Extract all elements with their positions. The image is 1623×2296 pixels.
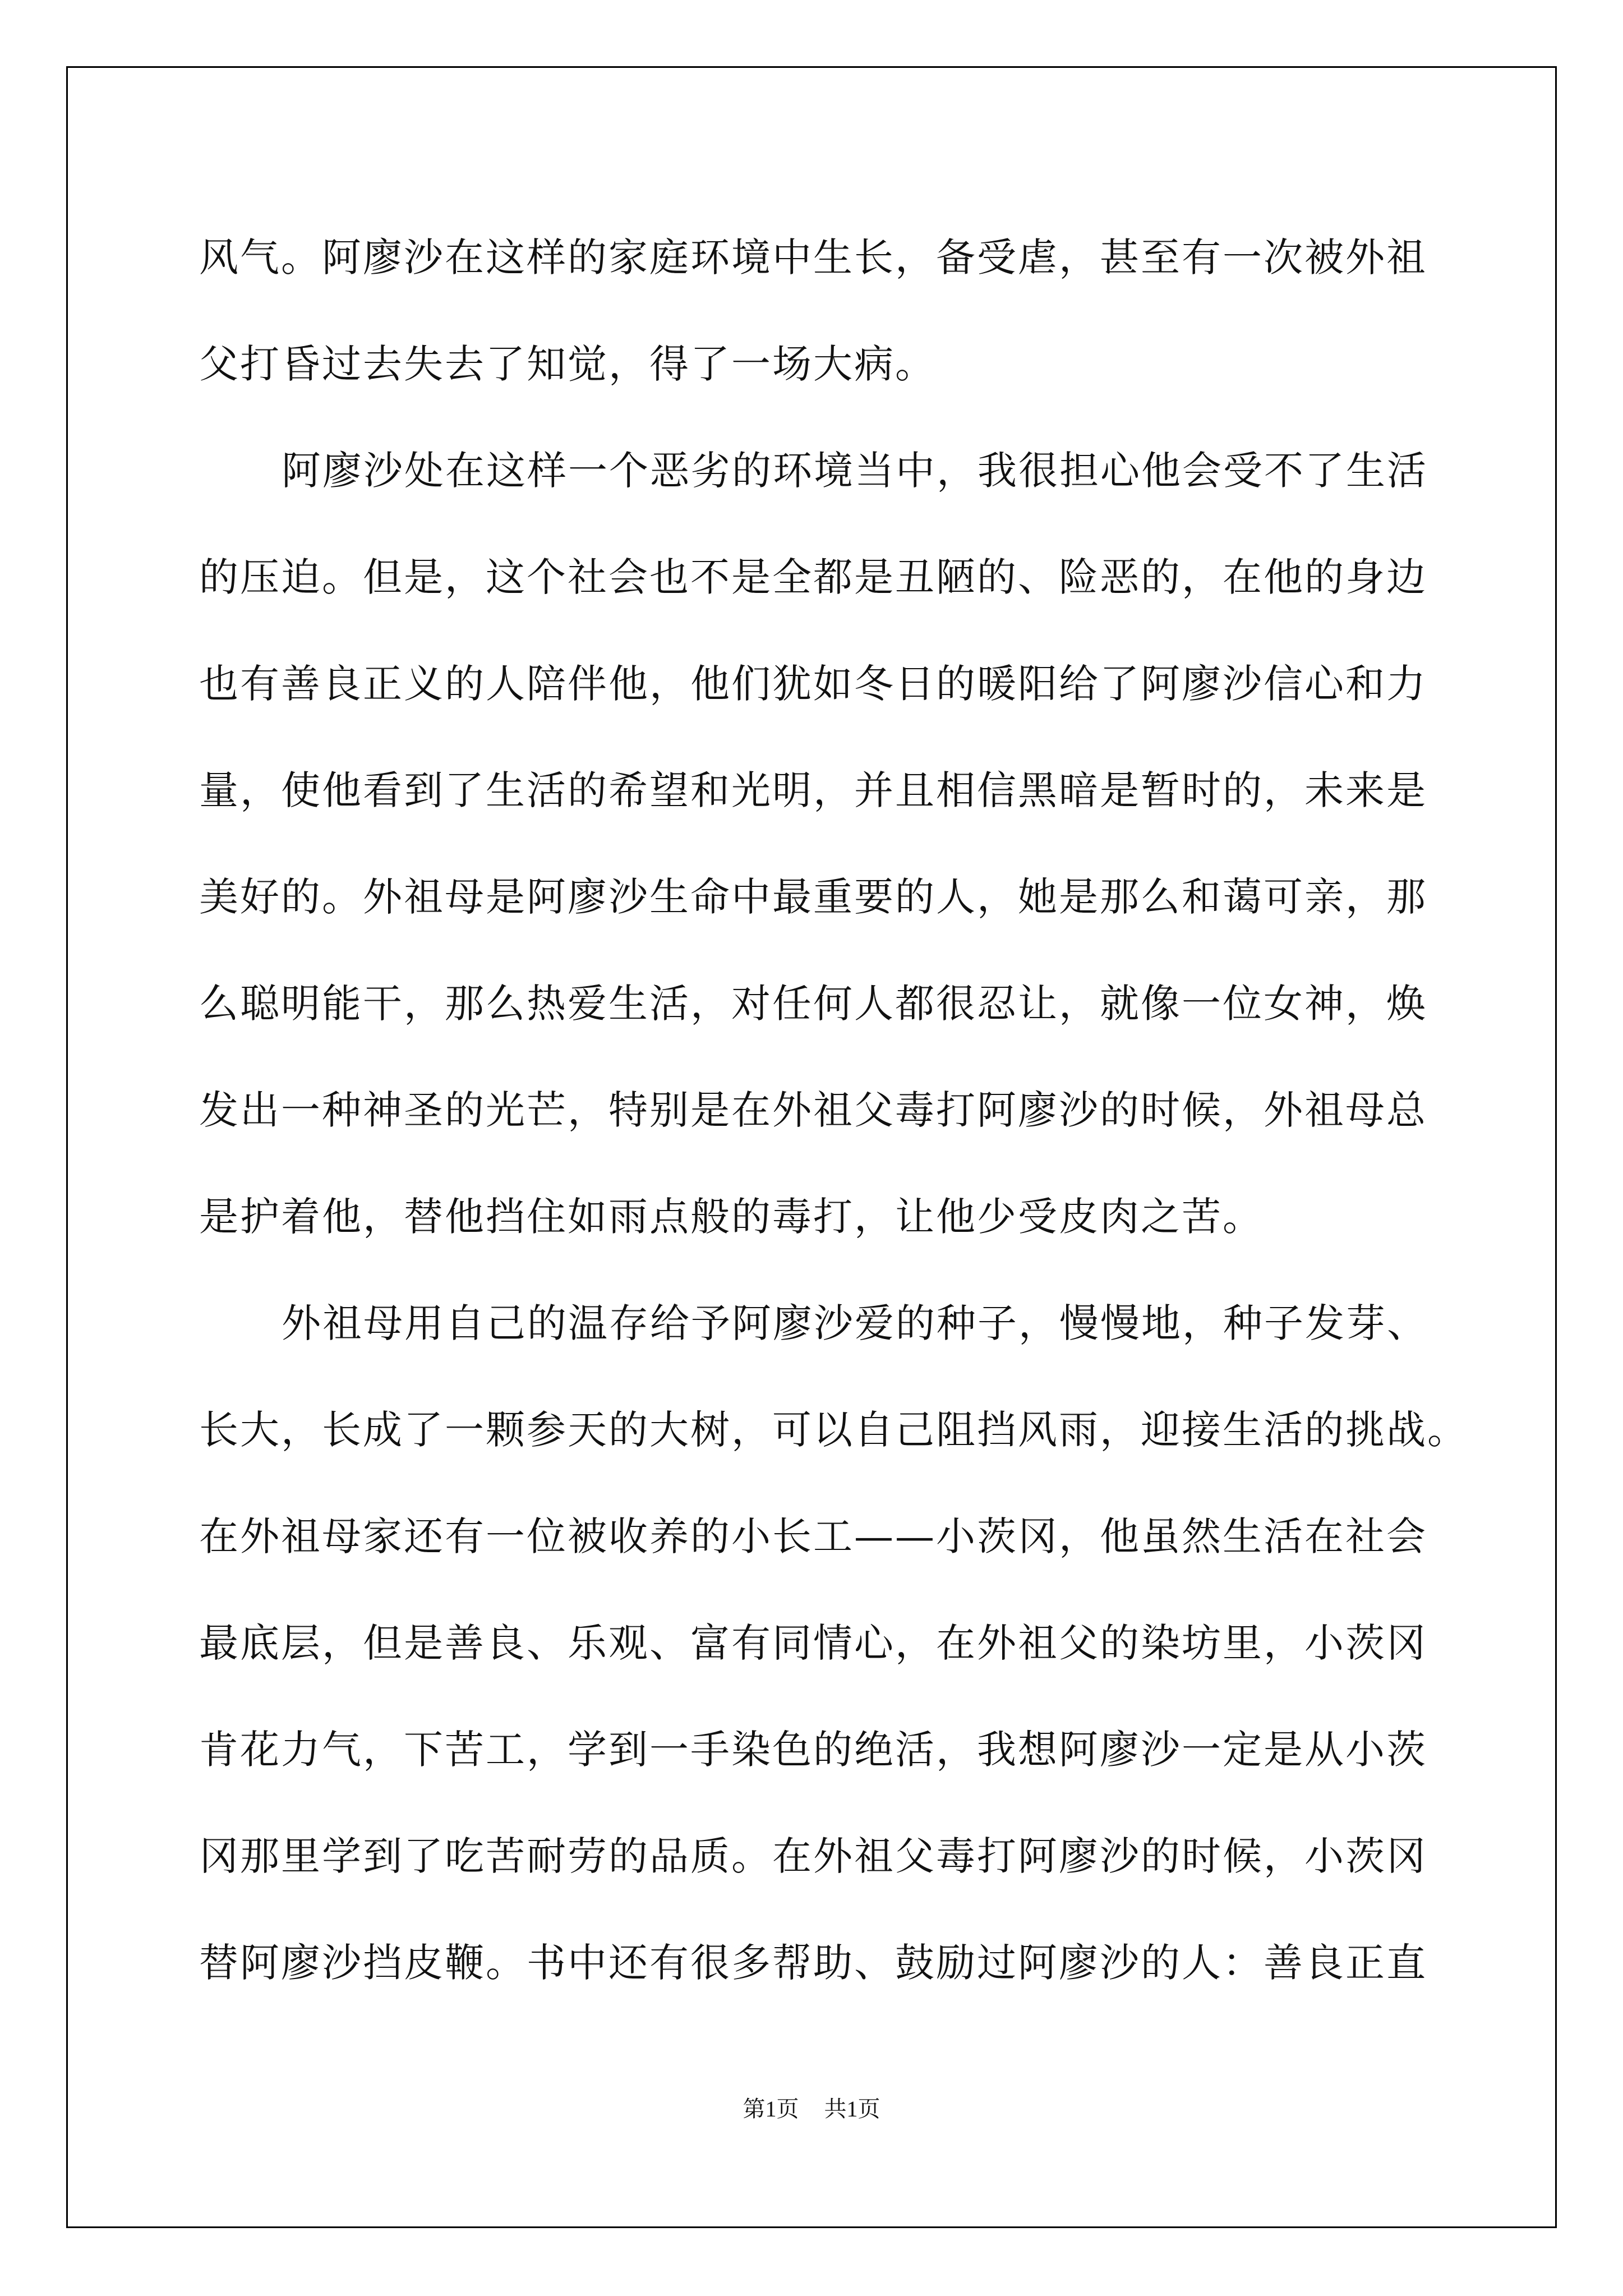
text-line: 美好的。外祖母是阿廖沙生命中最重要的人，她是那么和蔼可亲，那 [199,874,1427,920]
text-line: 冈那里学到了吃苦耐劳的品质。在外祖父毒打阿廖沙的时候，小茨冈 [199,1833,1427,1879]
page-number-current: 第1页 [743,2096,799,2122]
text-line: 长大，长成了一颗参天的大树，可以自己阻挡风雨，迎接生活的挑战。 [199,1407,1468,1453]
text-line: 风气。阿廖沙在这样的家庭环境中生长，备受虐，甚至有一次被外祖 [199,234,1427,280]
text-line: 肯花力气，下苦工，学到一手染色的绝活，我想阿廖沙一定是从小茨 [199,1727,1427,1773]
text-line: 量，使他看到了生活的希望和光明，并且相信黑暗是暂时的，未来是 [199,767,1427,813]
text-line: 替阿廖沙挡皮鞭。书中还有很多帮助、鼓励过阿廖沙的人：善良正直 [199,1940,1427,1986]
text-line: 么聪明能干，那么热爱生活，对任何人都很忍让，就像一位女神，焕 [199,981,1427,1027]
page-number-total: 共1页 [824,2096,880,2122]
document-body [199,204,1468,2016]
page-footer [0,2091,1623,2123]
text-line: 父打昏过去失去了知觉，得了一场大病。 [199,341,936,387]
text-line: 阿廖沙处在这样一个恶劣的环境当中，我很担心他会受不了生活 [282,448,1428,494]
text-line: 是护着他，替他挡住如雨点般的毒打，让他少受皮肉之苦。 [199,1194,1264,1240]
text-line: 也有善良正义的人陪伴他，他们犹如冬日的暖阳给了阿廖沙信心和力 [199,661,1427,707]
text-line: 外祖母用自己的温存给予阿廖沙爱的种子，慢慢地，种子发芽、 [282,1300,1428,1346]
text-line: 的压迫。但是，这个社会也不是全都是丑陋的、险恶的，在他的身边 [199,554,1427,600]
text-line: 在外祖母家还有一位被收养的小长工——小茨冈，他虽然生活在社会 [199,1513,1427,1559]
text-line: 最底层，但是善良、乐观、富有同情心，在外祖父的染坊里，小茨冈 [199,1620,1427,1666]
text-line: 发出一种神圣的光芒，特别是在外祖父毒打阿廖沙的时候，外祖母总 [199,1087,1427,1133]
